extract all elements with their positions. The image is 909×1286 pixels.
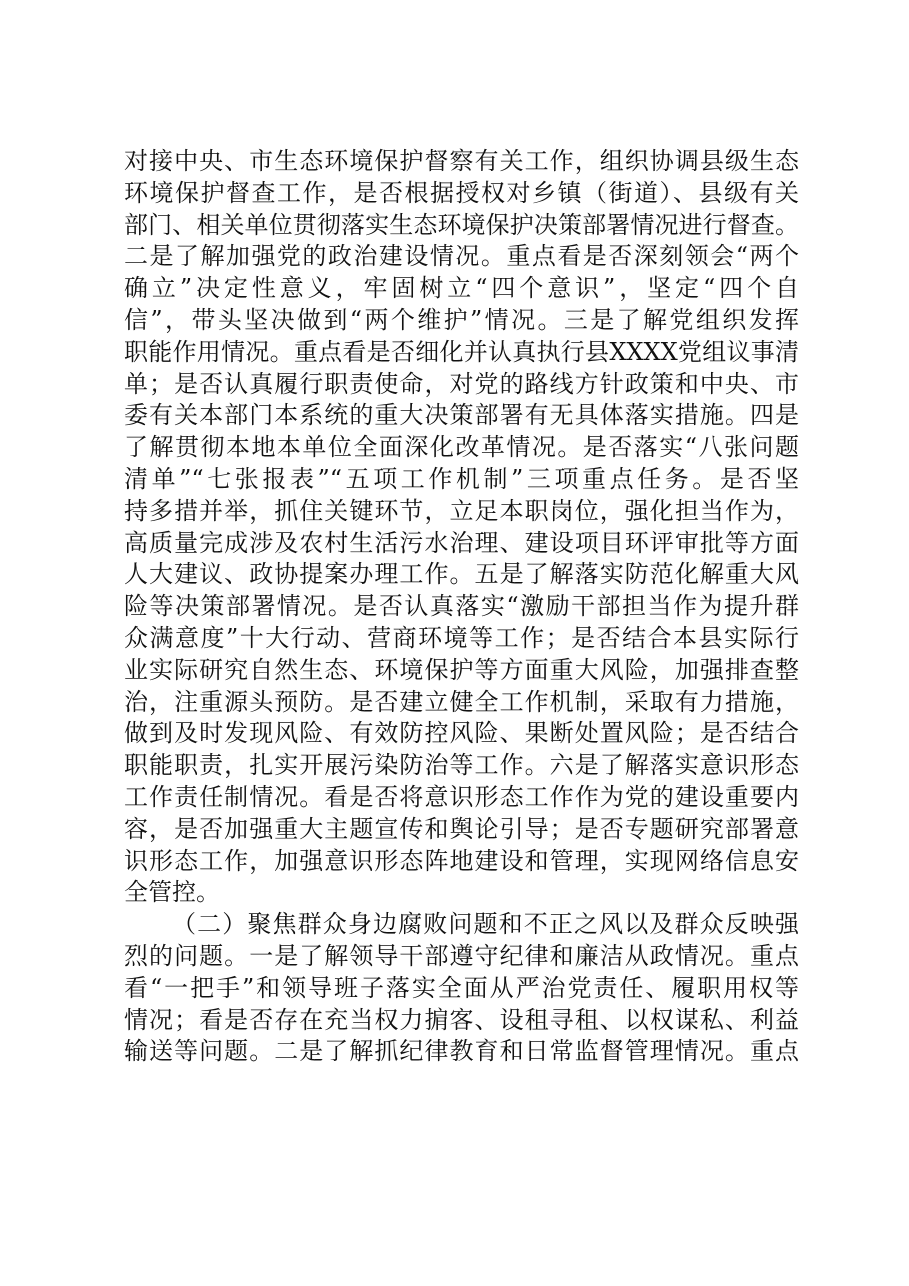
text-line: 二是了解加强党的政治建设情况。重点看是否深刻领会“两个 [124, 242, 799, 271]
text-line: 委有关本部门本系统的重大决策部署有无具体落实措施。四是 [124, 401, 799, 430]
text-line: 部门、相关单位贯彻落实生态环境保护决策部署情况进行督查。 [124, 210, 799, 239]
text-line: 容，是否加强重大主题宣传和舆论引导；是否专题研究部署意 [124, 814, 799, 843]
text-line: 人大建议、政协提案办理工作。五是了解落实防范化解重大风 [124, 560, 799, 589]
text-line: 单；是否认真履行职责使命，对党的路线方针政策和中央、市 [124, 369, 799, 398]
text-line: 高质量完成涉及农村生活污水治理、建设项目环评审批等方面 [124, 528, 799, 557]
section-heading-line: （二）聚焦群众身边腐败问题和不正之风以及群众反映强 [172, 910, 799, 939]
text-line: 险等决策部署情况。是否认真落实“激励干部担当作为提升群 [124, 592, 799, 621]
text-line: 业实际研究自然生态、环境保护等方面重大风险，加强排查整 [124, 655, 799, 684]
text-line: 职能作用情况。重点看是否细化并认真执行县XXXX党组议事清 [124, 337, 799, 366]
text-line: 环境保护督查工作，是否根据授权对乡镇（街道）、县级有关 [124, 178, 799, 207]
paragraph-end-line: 全管控。 [124, 878, 220, 907]
text-line: 输送等问题。二是了解抓纪律教育和日常监督管理情况。重点 [124, 1037, 799, 1066]
text-line: 做到及时发现风险、有效防控风险、果断处置风险；是否结合 [124, 719, 799, 748]
text-line: 情况；看是否存在充当权力掮客、设租寻租、以权谋私、利益 [124, 1005, 799, 1034]
text-line: 工作责任制情况。看是否将意识形态工作作为党的建设重要内 [124, 782, 799, 811]
text-line: 对接中央、市生态环境保护督察有关工作，组织协调县级生态 [124, 147, 799, 175]
text-line: 烈的问题。一是了解领导干部遵守纪律和廉洁从政情况。重点 [124, 941, 799, 970]
body-text [124, 146, 799, 1068]
text-line: 持多措并举，抓住关键环节，立足本职岗位，强化担当作为， [124, 496, 799, 525]
text-line: 信”，带头坚决做到“两个维护”情况。三是了解党组织发挥 [124, 305, 799, 334]
text-line: 了解贯彻本地本单位全面深化改革情况。是否落实“八张问题 [124, 433, 799, 462]
text-line: 识形态工作，加强意识形态阵地建设和管理，实现网络信息安 [124, 846, 799, 875]
text-line: 职能职责，扎实开展污染防治等工作。六是了解落实意识形态 [124, 751, 799, 780]
text-line: 清单”“七张报表”“五项工作机制”三项重点任务。是否坚 [124, 464, 799, 493]
text-line: 众满意度”十大行动、营商环境等工作；是否结合本县实际行 [124, 623, 799, 652]
text-line: 确立”决定性意义，牢固树立“四个意识”，坚定“四个自 [124, 274, 799, 303]
text-line: 治，注重源头预防。是否建立健全工作机制，采取有力措施， [124, 687, 799, 716]
text-line: 看“一把手”和领导班子落实全面从严治党责任、履职用权等 [124, 973, 799, 1002]
